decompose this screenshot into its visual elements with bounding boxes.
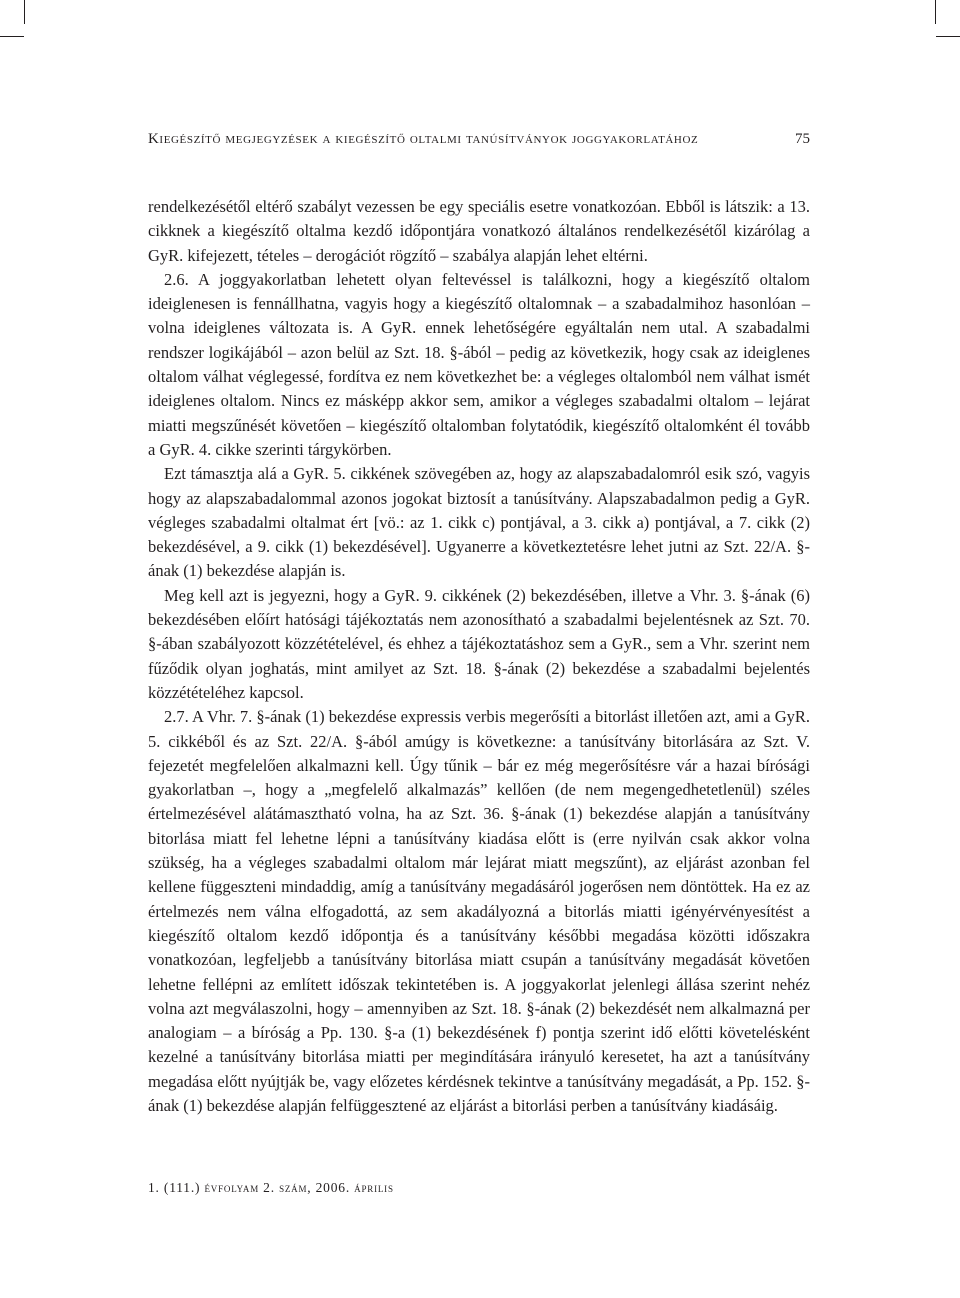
paragraph: 2.7. A Vhr. 7. §-ának (1) bekezdése expressis verbis megerősíti a bitorlást illetően azt, ami a GyR. 5. cikkéből és az Szt. 22/A. §-ából amúgy is következne: a tanúsítvány bitorlására az Szt. V. fejezetét megfelelően alkalmazni kell. Úgy tűnik – bár ez még megerősítésre vár a hazai bírósági gyakorlatban –, hogy a „megfelelő alkalmazás” kellően (de nem megengedhetetlenül) széles értelmezésével alátámasztható volna, ha az Szt. 36. §-ának (1) bekezdése alapján a tanúsítvány bitorlása miatt fel lehetne lépni a tanúsítvány kiadása előtt is (erre nyilván csak akkor volna szükség, ha a végleges szabadalmi oltalom már lejárat miatt megszűnt), az eljárást azonban fel kellene függeszteni mindaddig, amíg a tanúsítvány megadásáról jogerősen nem döntöttek. Ha ez az értelmezés nem válna elfogadottá, az sem akadályozná a bitorlás miatti igényérvényesítést a kiegészítő oltalom kezdő időpontja és a tanúsítvány későbbi megadása közötti időszakra vonatkozóan, legfeljebb a tanúsítvány bitorlása miatt csupán a tanúsítvány megadását követően lehetne fellépni az említett időszak tekintetében is. A joggyakorlat jelenlegi állása szerint nehéz volna azt megválaszolni, hogy – amennyiben az Szt. 18. §-ának (2) bekezdését nem alkalmazná per analogiam – a bíróság a Pp. 130. §-a (1) bekezdésének f) pontja szerint idő előtti követelésként kezelné a tanúsítvány bitorlása miatti per megindítására irányuló keresetet, ha azt a tanúsítvány megadása előtt nyújtják be, vagy előzetes kérdésnek tekintve a tanúsítvány megadását, a Pp. 152. §-ának (1) bekezdése alapján felfüggesztené az eljárást a bitorlási perben a tanúsítvány kiadásáig. bbox=[148, 707, 810, 1115]
issue-footer: 1. (111.) évfolyam 2. szám, 2006. április bbox=[148, 1180, 394, 1195]
crop-mark bbox=[0, 36, 24, 37]
paragraph: Ezt támasztja alá a GyR. 5. cikkének szövegében az, hogy az alapszabadalomról esik szó, vagyis hogy az alapszabadalommal azonos jogokat biztosít a tanúsítvány. Alapszabadalmon pedig a GyR. végleges szabadalmi oltalmat ért [vö.: az 1. cikk c) pontjával, a 3. cikk a) pontjával, a 7. cikk (2) bekezdésével, a 9. cikk (1) bekezdésével]. Ugyanerre a következtetésre lehet jutni az Szt. 22/A. §-ának (1) bekezdése alapján is. bbox=[148, 464, 810, 581]
crop-mark bbox=[24, 0, 25, 24]
crop-mark bbox=[935, 0, 936, 24]
running-head: Kiegészítő megjegyzések a kiegészítő oltalmi tanúsítványok joggyakorlatához bbox=[148, 131, 699, 147]
page-header bbox=[148, 131, 810, 155]
page-number: 75 bbox=[795, 131, 810, 147]
paragraph: rendelkezésétől eltérő szabályt vezessen be egy speciális esetre vonatkozóan. Ebből is látszik: a 13. cikknek a kiegészítő oltalma kezdő időpontjára vonatkozó általános rendelkezésétől kizárólag a GyR. kifejezett, tételes – derogációt rögzítő – szabálya alapján lehet eltérni. bbox=[148, 197, 810, 265]
article-body bbox=[148, 195, 810, 1118]
paragraph: 2.6. A joggyakorlatban lehetett olyan feltevéssel is találkozni, hogy a kiegészítő oltalom ideiglenesen is fennállhatna, vagyis hogy a kiegészítő oltalomnak – a szabadalmihoz hasonlóan – volna ideiglenes változata is. A GyR. ennek lehetőségére egyáltalán nem utal. A szabadalmi rendszer logikájából – azon belül az Szt. 18. §-ából – pedig az következik, hogy csak az ideiglenes oltalom válhat véglegessé, fordítva ez nem következhet be: a végleges oltalomból nem válhat ismét ideiglenes oltalom. Nincs ez másképp akkor sem, amikor a végleges szabadalmi oltalom – lejárat miatti megszűnését követően – kiegészítő oltalomban folytatódik, kiegészítő oltalomként él tovább a GyR. 4. cikke szerinti tárgykörben. bbox=[148, 269, 810, 459]
paragraph: Meg kell azt is jegyezni, hogy a GyR. 9. cikkének (2) bekezdésében, illetve a Vhr. 3. §-ának (6) bekezdésében előírt hatósági tájékoztatás nem azonosítható a szabadalmi bejelentésnek az Szt. 70. §-ában szabályozott közzétételével, és ehhez a tájékoztatáshoz sem a GyR., sem a Vhr. szerint nem fűződik olyan joghatás, mint amilyet az Szt. 18. §-ának (2) bekezdése a szabadalmi bejelentés közzétételéhez kapcsol. bbox=[148, 585, 810, 702]
crop-mark bbox=[936, 36, 960, 37]
